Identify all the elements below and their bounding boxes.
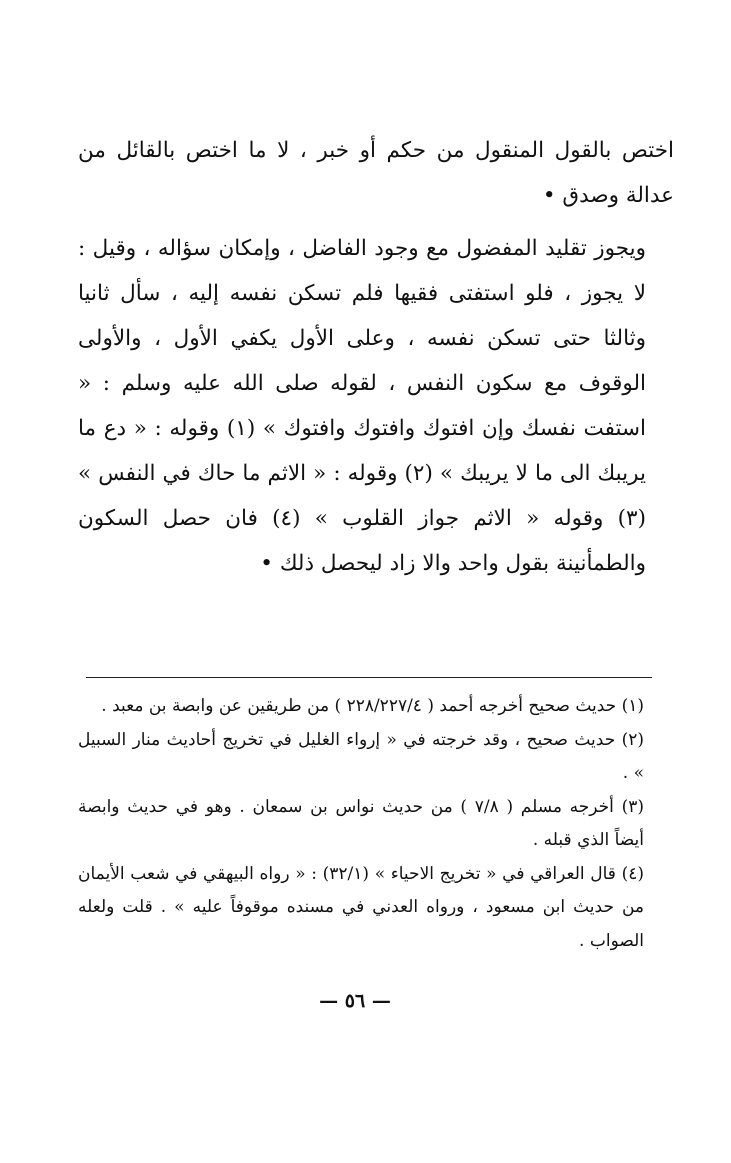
footnote-2: (٢) حديث صحيح ، وقد خرجته في « إرواء الغليل في تخريج أحاديث منار السبيل » . <box>78 729 644 783</box>
main-text <box>78 128 674 586</box>
paragraph-1: اختص بالقول المنقول من حكم أو خبر ، لا ما اختص بالقائل من عدالة وصدق • <box>78 138 674 208</box>
page-number: — ٥٦ — <box>319 990 391 1012</box>
footnotes <box>78 690 674 958</box>
paragraph-gap <box>78 218 674 226</box>
footnote-divider <box>86 677 652 678</box>
footnote-3: (٣) أخرجه مسلم ( ٧/٨ ) من حديث نواس بن سمعان . وهو في حديث وابصة أيضاً الذي قبله . <box>78 796 645 850</box>
paragraph-2: ويجوز تقليد المفضول مع وجود الفاضل ، وإمكان سؤاله ، وقيل : لا يجوز ، فلو استفتى فقيها فلم تسكن نفسه إليه ، سأل ثانيا وثالثا حتى تسكن نفسه ، وعلى الأول يكفي الأول ، والأولى الوقوف مع سكون النفس ، لقوله صلى الله عليه وسلم : « استفت نفسك وإن افتوك وافتوك وافتوك » (١) وقوله : « دع ما يريبك الى ما لا يريبك » (٢) وقوله : « الاثم ما حاك في النفس » (٣) وقوله « الاثم جواز القلوب » (٤) فان حصل السكون والطمأنينة بقول واحد والا زاد ليحصل ذلك • <box>78 236 646 576</box>
footnote-4: (٤) قال العراقي في « تخريج الاحياء » (٣٢/١) : « رواه البيهقي في شعب الأيمان من حديث ابن مسعود ، ورواه العدني في مسنده موقوفاً عليه » . قلت ولعله الصواب . <box>78 863 645 951</box>
footnote-1: (١) حديث صحيح أخرجه أحمد ( ٢٢٨/٢٢٧/٤ ) من طريقين عن وابصة بن معبد . <box>101 696 644 716</box>
